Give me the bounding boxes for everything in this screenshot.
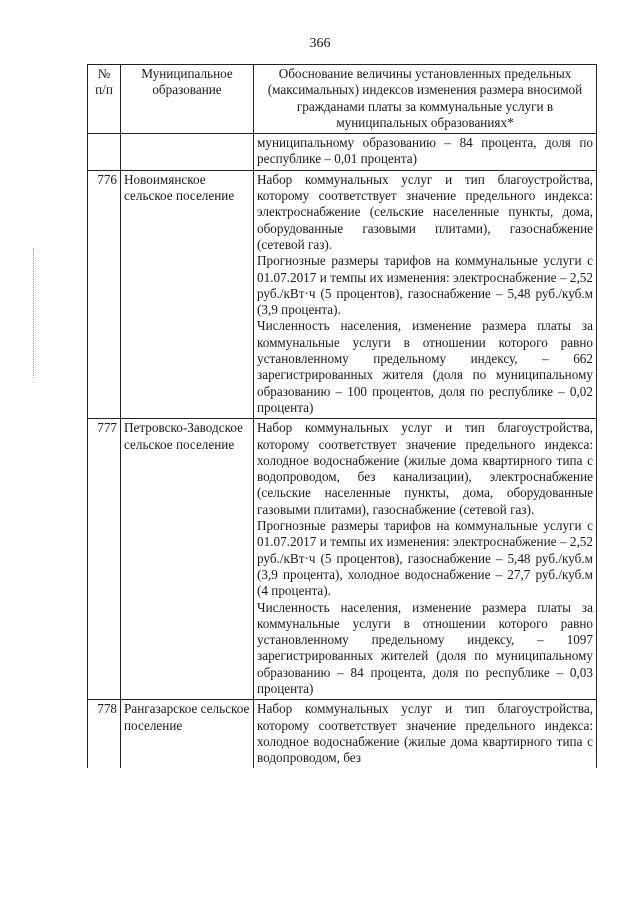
row-justification (254, 419, 597, 700)
table-row-777 (88, 419, 597, 700)
row-number: 777 (88, 419, 121, 700)
page-number: 366 (309, 36, 331, 51)
header-municipality: Муниципальное образование (121, 65, 254, 134)
row-municipality (121, 134, 254, 171)
table-row-continued (88, 134, 597, 171)
header-justification: Обоснование величины установленных предельных (максимальных) индексов изменения размера вносимой гражданами платы за коммунальные услуги в муниципальных образованиях* (254, 65, 597, 134)
binding-marks (33, 248, 36, 378)
justification-paragraph: муниципальному образованию – 84 процента, доля по республике – 0,01 процента) (257, 135, 593, 167)
justification-paragraph: Численность населения, изменение размера платы за коммунальные услуги в отношении которого равно установленному предельному индексу, – 662 зарегистрированных жителя (доля по муниципальному образованию – 100 процентов, доля по республике – 0,02 процента) (257, 318, 593, 415)
justification-paragraph: Численность населения, изменение размера платы за коммунальные услуги в отношении которого равно установленному предельному индексу, – 1097 зарегистрированных жителей (доля по муниципальному образованию – 84 процента, доля по республике – 0,03 процента) (257, 599, 593, 696)
row-justification (254, 170, 597, 418)
row-municipality: Рангазарское сельское поселение (121, 700, 254, 769)
row-justification (254, 134, 597, 171)
justification-paragraph: Набор коммунальных услуг и тип благоустройства, которому соответствует значение предельного индекса: электроснабжение (сельские населенные пункты, дома, оборудованные газовыми плитами), газоснабжение (сетевой газ). (257, 171, 593, 252)
row-municipality: Петровско-Заводское сельское поселение (121, 419, 254, 700)
row-justification (254, 700, 597, 769)
justification-paragraph: Набор коммунальных услуг и тип благоустройства, которому соответствует значение предельного индекса: холодное водоснабжение (жилые дома квартирного типа с водопроводом, без канализации), электроснабжение (сельские населенные пункты, дома, оборудованные газовыми плитами), газоснабжение (сетевой газ). (257, 420, 593, 517)
justification-paragraph: Прогнозные размеры тарифов на коммунальные услуги с 01.07.2017 и темпы их изменения: электроснабжение – 2,52 руб./кВт·ч (5 процентов), газоснабжение – 5,48 руб./куб.м (3,9 процента). (257, 253, 593, 318)
row-number: 778 (88, 700, 121, 769)
table-header-row (88, 65, 597, 134)
row-number: 776 (88, 170, 121, 418)
row-number (88, 134, 121, 171)
row-municipality: Новоимянское сельское поселение (121, 170, 254, 418)
header-num: № п/п (88, 65, 121, 134)
table-row-776 (88, 170, 597, 418)
utility-index-table (87, 64, 597, 768)
justification-paragraph: Набор коммунальных услуг и тип благоустройства, которому соответствует значение предельного индекса: холодное водоснабжение (жилые дома квартирного типа с водопроводом, без (257, 701, 593, 766)
table-row-778 (88, 700, 597, 769)
justification-paragraph: Прогнозные размеры тарифов на коммунальные услуги с 01.07.2017 и темпы их изменения: электроснабжение – 2,52 руб./кВт·ч (5 процентов), газоснабжение – 5,48 руб./куб.м (3,9 процента), холодное водоснабжение – 27,7 руб./куб.м (4 процента). (257, 518, 593, 599)
